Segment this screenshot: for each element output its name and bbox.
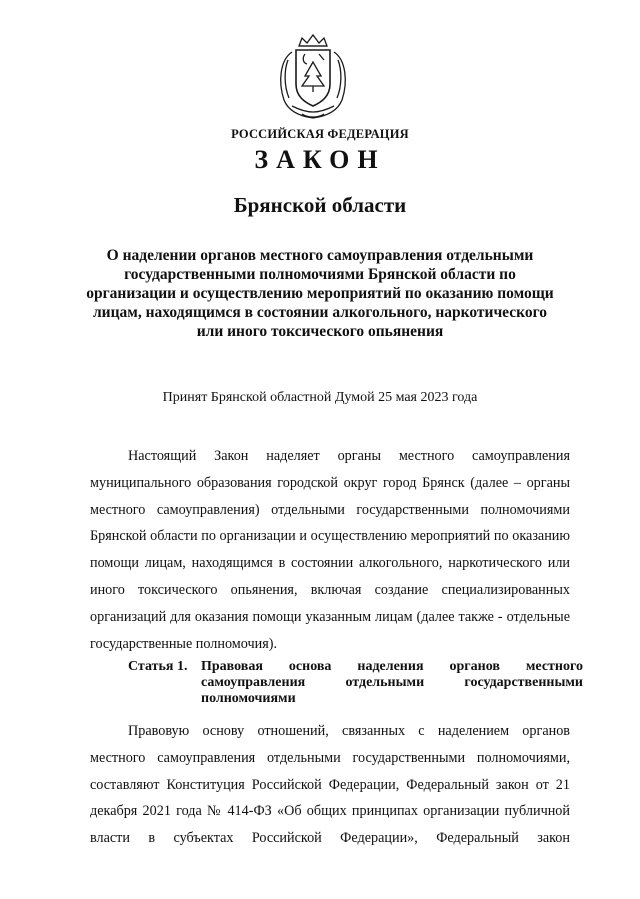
document-type-heading: ЗАКОН: [254, 145, 386, 174]
region-heading: Брянской области: [233, 193, 407, 217]
article-1-heading: [128, 659, 583, 707]
bryansk-coat-of-arms-icon: [272, 30, 354, 122]
adoption-line: Принят Брянской областной Думой 25 мая 2023 года: [162, 390, 478, 405]
preamble-paragraph: Настоящий Закон наделяет органы местного самоуправления муниципального образования городской округ город Брянск (далее – органы местного самоуправления) отдельными государственными полномочиями Брянской области по организации и осуществлению мероприятий по оказанию помощи лицам, находящимся в состоянии алкогольного, наркотического или иного токсического опьянения, включая создание специализированных организаций для оказания помощи указанным лицам (далее также - отдельные государственные полномочия).: [90, 448, 570, 652]
federation-heading: РОССИЙСКАЯ ФЕДЕРАЦИЯ: [231, 127, 409, 141]
law-title: О наделении органов местного самоуправления отдельными государственными полномочиями Брянской области по организации и осуществлению мероприятий по оказанию помощи лицам, находящимся в состоянии алкогольного, наркотического или иного токсического опьянения: [86, 247, 554, 340]
article-1-title: Правовая основа наделения органов местного самоуправления отдельными государственными полномочиями: [201, 659, 583, 706]
article-1-paragraph: Правовую основу отношений, связанных с наделением органов местного самоуправления отдельными государственными полномочиями, составляют Конституция Российской Федерации, Федеральный закон от 21 декабря 2021 года № 414-ФЗ «Об общих принципах организации публичной власти в субъектах Российской Федерации», Федеральный закон: [90, 723, 570, 847]
article-1-number: Статья 1.: [128, 659, 188, 674]
